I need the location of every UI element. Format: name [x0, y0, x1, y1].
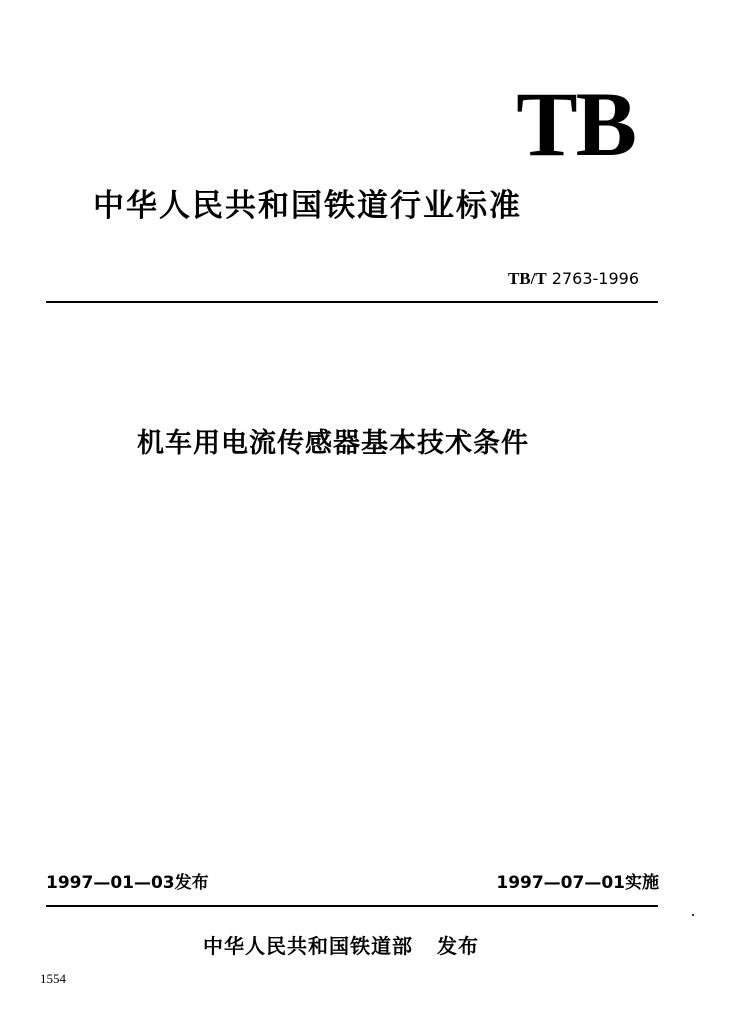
standard-code: 2763-1996	[551, 269, 639, 288]
effective-date: 1997—07—01	[496, 873, 625, 893]
scan-speck	[692, 914, 694, 916]
issue-date: 1997—01—03	[46, 873, 175, 893]
standard-number	[508, 268, 639, 290]
header-divider	[46, 301, 658, 303]
effective-date-line	[496, 871, 659, 895]
organization-title: 中华人民共和国铁道行业标准	[93, 188, 522, 224]
effective-label: 实施	[625, 873, 659, 893]
tb-logo: TB	[516, 73, 635, 175]
publisher-name: 中华人民共和国铁道部	[203, 934, 413, 958]
publisher-action: 发布	[437, 934, 479, 958]
standard-prefix: TB/T	[507, 269, 547, 288]
footer-divider	[46, 905, 658, 907]
document-title: 机车用电流传感器基本技术条件	[137, 428, 529, 459]
publisher-line	[203, 932, 479, 960]
page-number: 1554	[40, 971, 66, 986]
issue-label: 发布	[174, 873, 209, 893]
issue-date-line	[46, 871, 209, 895]
